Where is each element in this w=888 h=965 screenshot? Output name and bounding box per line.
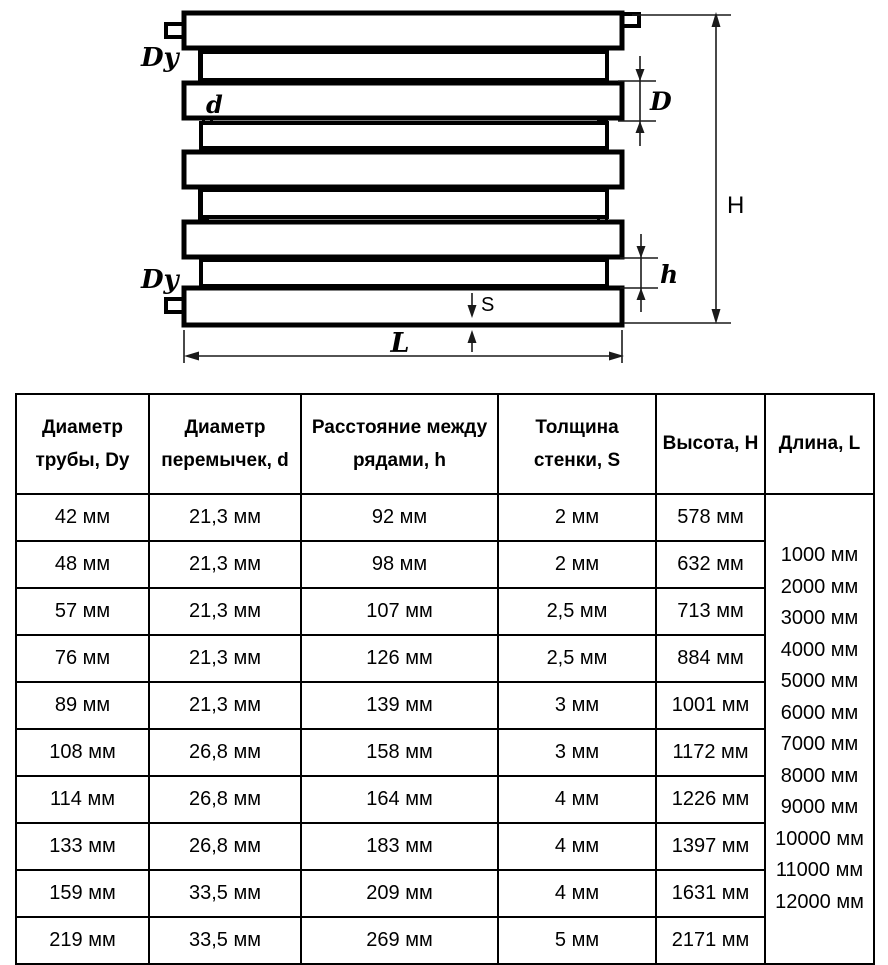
table-cell: 4 мм [498,776,656,823]
table-cell: 92 мм [301,494,498,541]
label-Dy-bottom: Dy [141,265,179,295]
table-cell: 1226 мм [656,776,765,823]
table-cell: 219 мм [16,917,149,964]
length-value: 12000 мм [775,890,864,913]
register-diagram [0,0,888,390]
table-cell: 98 мм [301,541,498,588]
table-cell: 1172 мм [656,729,765,776]
col-header-jumper-diameter: Диаметр перемычек, d [149,394,301,494]
label-d: d [206,90,223,119]
length-value: 11000 мм [775,859,864,881]
table-cell: 164 мм [301,776,498,823]
table-cell: 33,5 мм [149,917,301,964]
length-value: 7000 мм [780,733,859,755]
length-values-cell [765,494,874,964]
table-cell: 2 мм [498,541,656,588]
table-row [16,635,874,682]
length-value: 9000 мм [780,796,859,818]
table-cell: 26,8 мм [149,823,301,870]
table-row [16,729,874,776]
table-row [16,870,874,917]
table-cell: 159 мм [16,870,149,917]
table-cell: 632 мм [656,541,765,588]
table-row [16,541,874,588]
row-bar [201,123,607,148]
length-value: 3000 мм [780,607,859,629]
pipe-bar [184,83,622,118]
length-value: 10000 мм [775,827,864,850]
length-value: 8000 мм [780,764,859,787]
dimension-h [620,234,658,312]
table-cell: 2 мм [498,494,656,541]
table-cell: 89 мм [16,682,149,729]
table-cell: 1001 мм [656,682,765,729]
pipe-bar [184,222,622,257]
table-cell: 269 мм [301,917,498,964]
table-cell: 76 мм [16,635,149,682]
col-header-row-spacing: Расстояние между рядами, h [301,394,498,494]
label-h: h [660,260,679,289]
table-cell: 48 мм [16,541,149,588]
table-cell: 183 мм [301,823,498,870]
table-cell: 4 мм [498,823,656,870]
pipe-bar [184,152,622,187]
table-cell: 884 мм [656,635,765,682]
col-header-wall-thickness: Толщина стенки, S [498,394,656,494]
table-row [16,776,874,823]
table-cell: 33,5 мм [149,870,301,917]
table-cell: 578 мм [656,494,765,541]
row-bar [201,52,607,80]
table-cell: 5 мм [498,917,656,964]
table-cell: 108 мм [16,729,149,776]
table-cell: 139 мм [301,682,498,729]
table-cell: 158 мм [301,729,498,776]
table-cell: 21,3 мм [149,588,301,635]
table-row [16,588,874,635]
table-cell: 21,3 мм [149,494,301,541]
col-header-height: Высота, H [656,394,765,494]
table-row [16,823,874,870]
pipe-bar [184,288,622,325]
header-row [16,394,874,494]
table-cell: 26,8 мм [149,776,301,823]
table-row [16,494,874,541]
row-bar [201,190,607,217]
label-H: H [727,192,745,219]
table-cell: 209 мм [301,870,498,917]
length-value: 4000 мм [780,638,859,661]
label-Dy-top: Dy [141,43,179,73]
table-cell: 26,8 мм [149,729,301,776]
length-value: 5000 мм [780,670,859,692]
length-value: 6000 мм [780,701,859,724]
dimensions-table [15,393,875,965]
table-cell: 21,3 мм [149,635,301,682]
table-row [16,682,874,729]
table-cell: 1631 мм [656,870,765,917]
table-cell: 1397 мм [656,823,765,870]
col-header-pipe-diameter: Диаметр трубы, Dy [16,394,149,494]
length-value: 1000 мм [780,544,859,566]
table-cell: 107 мм [301,588,498,635]
table-cell: 2,5 мм [498,635,656,682]
table-cell: 4 мм [498,870,656,917]
table-cell: 21,3 мм [149,682,301,729]
pipe-bar [184,13,622,48]
table-cell: 2171 мм [656,917,765,964]
table-cell: 133 мм [16,823,149,870]
table-cell: 713 мм [656,588,765,635]
table-cell: 21,3 мм [149,541,301,588]
label-L: L [390,328,410,359]
table-row [16,917,874,964]
label-S: S [481,294,495,316]
length-value: 2000 мм [780,575,859,598]
table-cell: 126 мм [301,635,498,682]
label-D: D [650,87,672,116]
table-cell: 42 мм [16,494,149,541]
table-cell: 114 мм [16,776,149,823]
table-cell: 2,5 мм [498,588,656,635]
table-cell: 3 мм [498,729,656,776]
row-bar [201,260,607,286]
col-header-length: Длина, L [765,394,874,494]
table-cell: 3 мм [498,682,656,729]
table-cell: 57 мм [16,588,149,635]
